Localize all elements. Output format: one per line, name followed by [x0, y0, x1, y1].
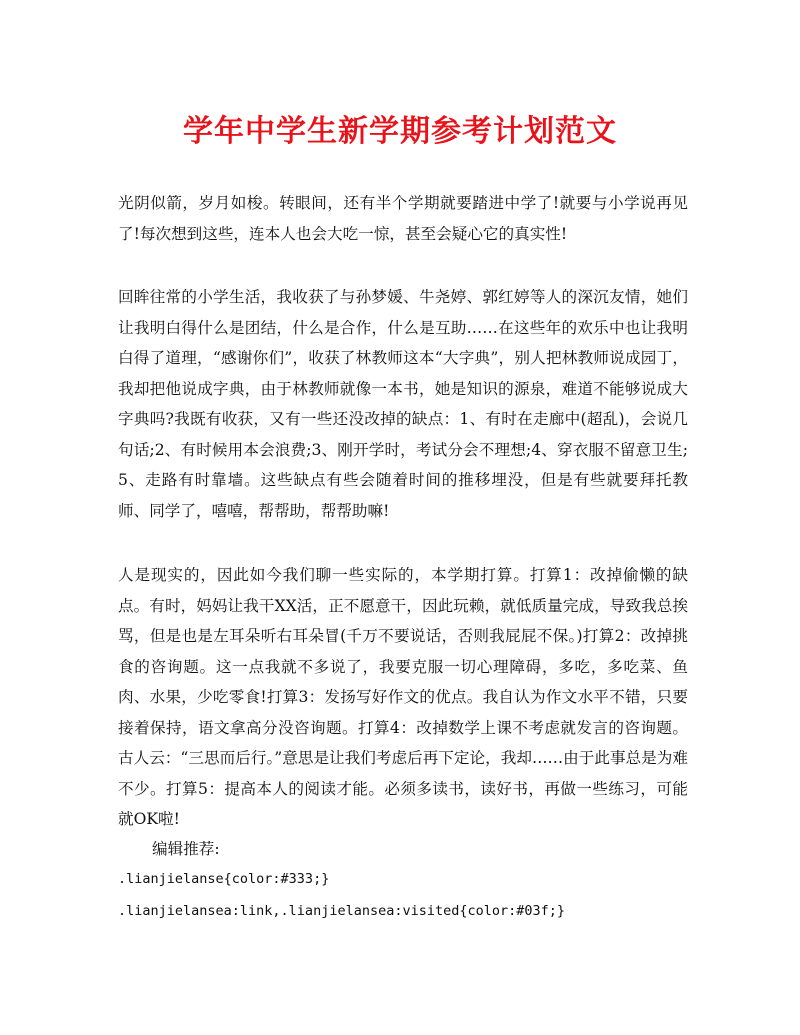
css-code-line: .lianjielansea:link,.lianjielansea:visited{color:#03f;}: [118, 903, 566, 919]
paragraph-intro: 光阴似箭，岁月如梭。转眼间，还有半个学期就要踏进中学了!就要与小学说再见了!每次想到这些，连本人也会大吃一惊，甚至会疑心它的真实性!: [118, 194, 688, 243]
css-code-line: .lianjielanse{color:#333;}: [118, 871, 330, 887]
recommend-label: 编辑推荐:: [152, 840, 220, 858]
paragraph-review: 回眸往常的小学生活，我收获了与孙梦媛、牛尧婷、郭红婷等人的深沉友情，她们让我明白得什么是团结，什么是合作，什么是互助……在这些年的欢乐中也让我明白得了道理，“感谢你们”，收获了林教师这本“大字典”，别人把林教师说成园丁，我却把他说成字典，由于林教师就像一本书，她是知识的源泉，难道不能够说成大字典吗?我既有收获，又有一些还没改掉的缺点：1、有时在走廊中(超乱)，会说几句话;2、有时候用本会浪费;3、刚开学时，考试分会不理想;4、穿衣服不留意卫生;5、走路有时靠墙。这些缺点有些会随着时间的推移埋没，但是有些就要拜托教师、同学了，嘻嘻，帮帮助，帮帮助嘛!: [118, 288, 688, 520]
document-title: 学年中学生新学期参考计划范文: [183, 114, 617, 149]
paragraph-plans: 人是现实的，因此如今我们聊一些实际的，本学期打算。打算1：改掉偷懒的缺点。有时，妈妈让我干XX活，正不愿意干，因此玩赖，就低质量完成，导致我总挨骂，但是也是左耳朵听右耳朵冒(千万不要说话，否则我屁屁不保。)打算2：改掉挑食的咨询题。这一点我就不多说了，我要克服一切心理障碍，多吃，多吃菜、鱼肉、水果，少吃零食!打算3：发扬写好作文的优点。我自认为作文水平不错，只要接着保持，语文拿高分没咨询题。打算4：改掉数学上课不考虑就发言的咨询题。古人云：“三思而后行。”意思是让我们考虑后再下定论，我却……由于此事总是为难不少。打算5：提高本人的阅读才能。必须多读书，读好书，再做一些练习，可能就OK啦!: [118, 566, 688, 828]
